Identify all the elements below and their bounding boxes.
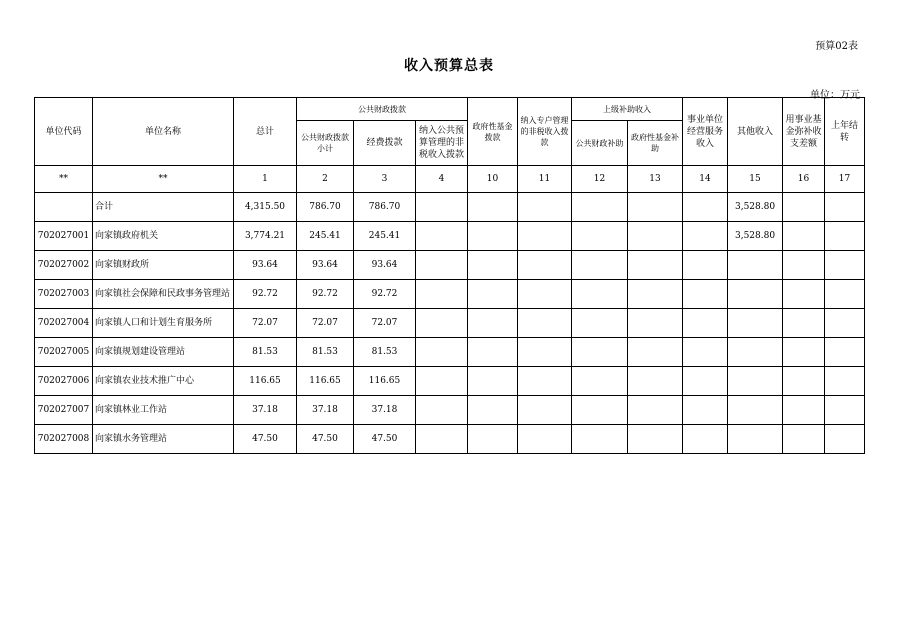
gov-fund-cell [468, 425, 518, 454]
fund-deficit-cell [783, 396, 825, 425]
table-row [35, 338, 865, 367]
total-cell: 93.64 [234, 251, 297, 280]
unit-name-cell: 向家镇农业技术推广中心 [93, 367, 234, 396]
gov-fund-cell [468, 193, 518, 222]
header-total: 总计 [234, 98, 297, 166]
special-nontax-cell [518, 396, 572, 425]
unit-code-cell: 702027003 [35, 280, 93, 309]
table-row [35, 222, 865, 251]
service-income-cell [683, 222, 728, 251]
last-year-cell [825, 222, 865, 251]
unit-code-cell: 702027004 [35, 309, 93, 338]
other-income-cell [728, 251, 783, 280]
gov-fund-cell [468, 222, 518, 251]
header-fund-deficit: 用事业基金弥补收支差额 [783, 98, 825, 166]
fund-deficit-cell [783, 367, 825, 396]
service-income-cell [683, 367, 728, 396]
gov-fund-subsidy-cell [628, 251, 683, 280]
header-last-year-balance: 上年结转 [825, 98, 865, 166]
subtotal-cell: 245.41 [297, 222, 354, 251]
unit-name-cell: 向家镇水务管理站 [93, 425, 234, 454]
other-income-cell: 3,528.80 [728, 193, 783, 222]
unit-name-cell: 向家镇林业工作站 [93, 396, 234, 425]
total-cell: 72.07 [234, 309, 297, 338]
unit-code-cell: 702027002 [35, 251, 93, 280]
service-income-cell [683, 309, 728, 338]
header-public-finance-subtotal: 公共财政拨款小计 [297, 121, 354, 166]
gov-fund-subsidy-cell [628, 396, 683, 425]
column-index-row [35, 166, 865, 193]
total-cell: 116.65 [234, 367, 297, 396]
last-year-cell [825, 396, 865, 425]
unit-code-cell: 702027001 [35, 222, 93, 251]
column-index-cell: 15 [728, 166, 783, 193]
table-row [35, 193, 865, 222]
header-other-income: 其他收入 [728, 98, 783, 166]
form-number: 预算02表 [815, 41, 858, 52]
nontax-cell [416, 309, 468, 338]
unit-name-cell: 向家镇财政所 [93, 251, 234, 280]
public-subsidy-cell [572, 425, 628, 454]
gov-fund-subsidy-cell [628, 425, 683, 454]
page-title: 收入预算总表 [404, 58, 494, 74]
special-nontax-cell [518, 222, 572, 251]
header-business-service-income: 事业单位经营服务收入 [683, 98, 728, 166]
funds-cell: 37.18 [354, 396, 416, 425]
service-income-cell [683, 280, 728, 309]
total-cell: 3,774.21 [234, 222, 297, 251]
service-income-cell [683, 396, 728, 425]
public-subsidy-cell [572, 309, 628, 338]
income-budget-table [34, 97, 865, 454]
last-year-cell [825, 280, 865, 309]
funds-cell: 116.65 [354, 367, 416, 396]
total-cell: 4,315.50 [234, 193, 297, 222]
service-income-cell [683, 251, 728, 280]
unit-name-cell: 向家镇规划建设管理站 [93, 338, 234, 367]
subtotal-cell: 37.18 [297, 396, 354, 425]
public-subsidy-cell [572, 193, 628, 222]
public-subsidy-cell [572, 367, 628, 396]
unit-code-cell: 702027006 [35, 367, 93, 396]
unit-label: 单位：万元 [810, 90, 860, 101]
unit-name-cell: 向家镇政府机关 [93, 222, 234, 251]
last-year-cell [825, 425, 865, 454]
gov-fund-subsidy-cell [628, 222, 683, 251]
funds-cell: 245.41 [354, 222, 416, 251]
other-income-cell [728, 425, 783, 454]
fund-deficit-cell [783, 280, 825, 309]
nontax-cell [416, 251, 468, 280]
gov-fund-subsidy-cell [628, 367, 683, 396]
other-income-cell [728, 367, 783, 396]
header-unit-code: 单位代码 [35, 98, 93, 166]
nontax-cell [416, 193, 468, 222]
column-index-cell: 11 [518, 166, 572, 193]
unit-name-cell: 向家镇人口和计划生育服务所 [93, 309, 234, 338]
gov-fund-cell [468, 251, 518, 280]
table-row [35, 367, 865, 396]
service-income-cell [683, 425, 728, 454]
funds-cell: 47.50 [354, 425, 416, 454]
total-cell: 92.72 [234, 280, 297, 309]
subtotal-cell: 47.50 [297, 425, 354, 454]
public-subsidy-cell [572, 251, 628, 280]
column-index-cell: 12 [572, 166, 628, 193]
header-public-finance-group: 公共财政拨款 [297, 98, 468, 121]
column-index-cell: 4 [416, 166, 468, 193]
total-cell: 37.18 [234, 396, 297, 425]
other-income-cell [728, 280, 783, 309]
subtotal-cell: 116.65 [297, 367, 354, 396]
nontax-cell [416, 338, 468, 367]
gov-fund-cell [468, 367, 518, 396]
nontax-cell [416, 222, 468, 251]
funds-cell: 72.07 [354, 309, 416, 338]
unit-name-cell: 向家镇社会保障和民政事务管理站 [93, 280, 234, 309]
last-year-cell [825, 309, 865, 338]
gov-fund-cell [468, 338, 518, 367]
column-index-cell: 1 [234, 166, 297, 193]
column-index-cell: 13 [628, 166, 683, 193]
other-income-cell [728, 338, 783, 367]
public-subsidy-cell [572, 396, 628, 425]
subtotal-cell: 786.70 [297, 193, 354, 222]
table-row [35, 251, 865, 280]
subtotal-cell: 81.53 [297, 338, 354, 367]
column-index-cell: 16 [783, 166, 825, 193]
other-income-cell: 3,528.80 [728, 222, 783, 251]
public-subsidy-cell [572, 280, 628, 309]
nontax-cell [416, 396, 468, 425]
fund-deficit-cell [783, 309, 825, 338]
table-body [35, 193, 865, 454]
table-row [35, 396, 865, 425]
column-index-cell: 3 [354, 166, 416, 193]
column-index-cell: ** [35, 166, 93, 193]
fund-deficit-cell [783, 251, 825, 280]
special-nontax-cell [518, 425, 572, 454]
unit-code-cell: 702027005 [35, 338, 93, 367]
last-year-cell [825, 367, 865, 396]
fund-deficit-cell [783, 193, 825, 222]
nontax-cell [416, 280, 468, 309]
other-income-cell [728, 309, 783, 338]
header-gov-fund: 政府性基金拨款 [468, 98, 518, 166]
unit-code-cell: 702027007 [35, 396, 93, 425]
funds-cell: 81.53 [354, 338, 416, 367]
last-year-cell [825, 251, 865, 280]
header-nontax-income: 纳入公共预算管理的非税收入拨款 [416, 121, 468, 166]
header-special-nontax: 纳入专户管理的非税收入拨款 [518, 98, 572, 166]
gov-fund-subsidy-cell [628, 338, 683, 367]
column-index-cell: 10 [468, 166, 518, 193]
funds-cell: 786.70 [354, 193, 416, 222]
subtotal-cell: 72.07 [297, 309, 354, 338]
column-index-cell: 17 [825, 166, 865, 193]
total-cell: 81.53 [234, 338, 297, 367]
service-income-cell [683, 193, 728, 222]
last-year-cell [825, 193, 865, 222]
fund-deficit-cell [783, 222, 825, 251]
special-nontax-cell [518, 251, 572, 280]
column-index-cell: 14 [683, 166, 728, 193]
special-nontax-cell [518, 338, 572, 367]
header-gov-fund-subsidy: 政府性基金补助 [628, 121, 683, 166]
special-nontax-cell [518, 309, 572, 338]
total-cell: 47.50 [234, 425, 297, 454]
other-income-cell [728, 396, 783, 425]
last-year-cell [825, 338, 865, 367]
gov-fund-cell [468, 280, 518, 309]
fund-deficit-cell [783, 425, 825, 454]
funds-cell: 92.72 [354, 280, 416, 309]
nontax-cell [416, 425, 468, 454]
gov-fund-subsidy-cell [628, 280, 683, 309]
special-nontax-cell [518, 367, 572, 396]
unit-code-cell [35, 193, 93, 222]
service-income-cell [683, 338, 728, 367]
special-nontax-cell [518, 193, 572, 222]
column-index-cell: ** [93, 166, 234, 193]
unit-code-cell: 702027008 [35, 425, 93, 454]
subtotal-cell: 92.72 [297, 280, 354, 309]
gov-fund-cell [468, 309, 518, 338]
fund-deficit-cell [783, 338, 825, 367]
gov-fund-cell [468, 396, 518, 425]
special-nontax-cell [518, 280, 572, 309]
header-superior-subsidy-group: 上级补助收入 [572, 98, 683, 121]
public-subsidy-cell [572, 222, 628, 251]
header-public-finance-subsidy: 公共财政补助 [572, 121, 628, 166]
nontax-cell [416, 367, 468, 396]
public-subsidy-cell [572, 338, 628, 367]
header-operating-funds: 经费拨款 [354, 121, 416, 166]
gov-fund-subsidy-cell [628, 309, 683, 338]
gov-fund-subsidy-cell [628, 193, 683, 222]
unit-name-cell: 合计 [93, 193, 234, 222]
table-row [35, 309, 865, 338]
header-unit-name: 单位名称 [93, 98, 234, 166]
column-index-cell: 2 [297, 166, 354, 193]
subtotal-cell: 93.64 [297, 251, 354, 280]
table-row [35, 280, 865, 309]
table-row [35, 425, 865, 454]
funds-cell: 93.64 [354, 251, 416, 280]
